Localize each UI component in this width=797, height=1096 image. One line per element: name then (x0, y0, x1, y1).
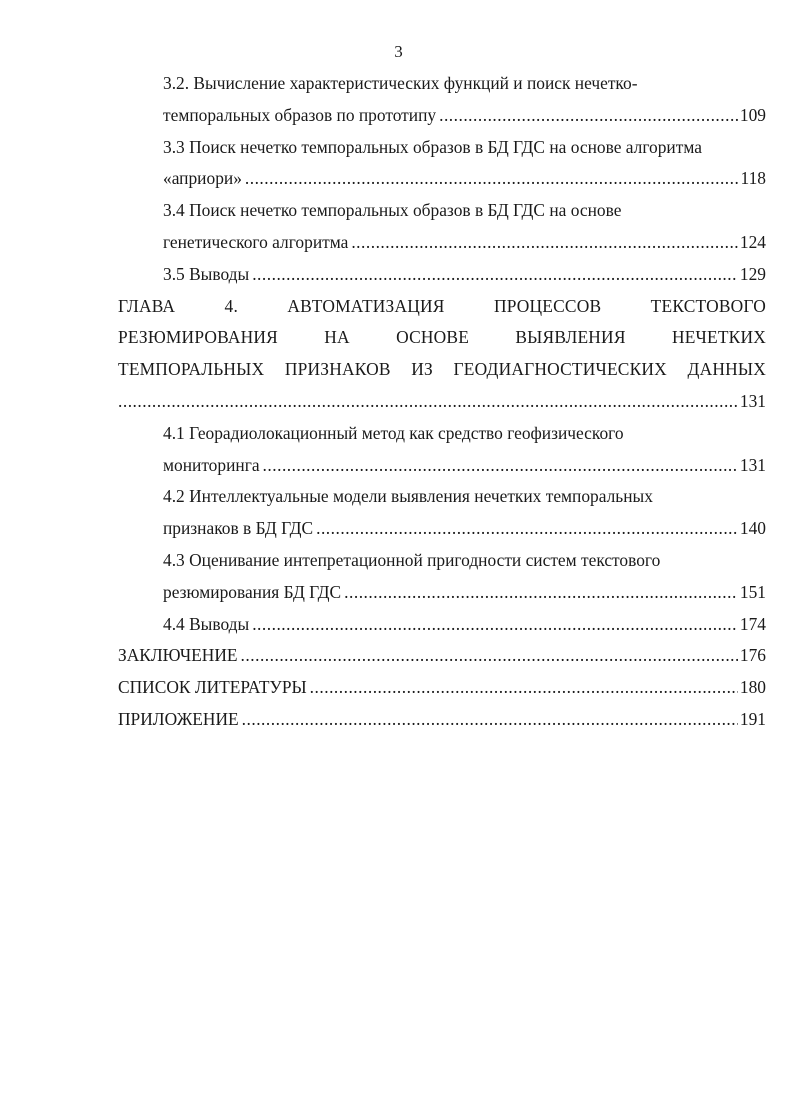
toc-entry-chapter-4[interactable] (118, 386, 766, 418)
toc-entry-title: генетического алгоритма (163, 231, 349, 252)
toc-entry-title: резюмирования БД ГДС (163, 581, 342, 602)
dot-leader (263, 450, 738, 482)
toc-page-number: 180 (739, 677, 766, 698)
chapter-4-heading-line1: ГЛАВА 4. АВТОМАТИЗАЦИЯ ПРОЦЕССОВ ТЕКСТОВОГО (118, 295, 766, 316)
page-number: 3 (394, 42, 403, 61)
toc-entry-title: ЗАКЛЮЧЕНИЕ (118, 645, 238, 666)
dot-leader (241, 640, 738, 672)
dot-leader (118, 386, 738, 418)
toc-page-number: 124 (739, 231, 766, 252)
table-of-contents (118, 68, 766, 736)
toc-entry-3-5[interactable] (118, 259, 766, 291)
toc-entry-title: темпоральных образов по прототипу (163, 104, 437, 125)
toc-entry-4-2[interactable] (118, 513, 766, 545)
toc-page-number: 174 (739, 613, 766, 634)
toc-entry-title: СПИСОК ЛИТЕРАТУРЫ (118, 677, 307, 698)
toc-page-number: 140 (739, 518, 766, 539)
toc-entry-3-4-line1: 3.4 Поиск нечетко темпоральных образов в БД ГДС на основе (163, 200, 622, 221)
toc-entry-title: 4.4 Выводы (163, 613, 250, 634)
dot-leader (351, 227, 738, 259)
toc-entry-3-2-line1: 3.2. Вычисление характеристических функций и поиск нечетко- (163, 73, 638, 93)
dot-leader (316, 513, 738, 545)
dot-leader (310, 672, 738, 704)
toc-page-number: 129 (739, 263, 766, 284)
toc-entry-title: 3.5 Выводы (163, 263, 250, 284)
toc-entry-conclusion[interactable] (118, 640, 766, 672)
chapter-4-heading-line2: РЕЗЮМИРОВАНИЯ НА ОСНОВЕ ВЫЯВЛЕНИЯ НЕЧЕТКИХ (118, 327, 766, 348)
chapter-4-heading-line3: ТЕМПОРАЛЬНЫХ ПРИЗНАКОВ ИЗ ГЕОДИАГНОСТИЧЕСКИХ ДАННЫХ (118, 359, 766, 380)
toc-page-number: 131 (739, 454, 766, 475)
toc-entry-title: «априори» (163, 168, 242, 189)
toc-entry-4-4[interactable] (118, 609, 766, 641)
toc-entry-3-4[interactable] (118, 227, 766, 259)
toc-entry-appendix[interactable] (118, 704, 766, 736)
toc-entry-3-2[interactable] (118, 100, 766, 132)
dot-leader (439, 100, 738, 132)
toc-entry-4-1[interactable] (118, 450, 766, 482)
toc-entry-references[interactable] (118, 672, 766, 704)
toc-entry-title: признаков в БД ГДС (163, 518, 314, 539)
toc-entry-4-3[interactable] (118, 577, 766, 609)
toc-entry-4-1-line1: 4.1 Георадиолокационный метод как средство геофизического (163, 422, 624, 443)
toc-entry-4-2-line1: 4.2 Интеллектуальные модели выявления нечетких темпоральных (163, 486, 653, 507)
toc-page-number: 191 (739, 708, 766, 729)
toc-page-number: 118 (740, 168, 766, 189)
toc-page-number: 109 (739, 104, 766, 125)
toc-page-number: 151 (739, 581, 766, 602)
toc-page-number: 176 (739, 645, 766, 666)
dot-leader (242, 704, 738, 736)
dot-leader (252, 259, 738, 291)
toc-page-number: 131 (739, 390, 766, 411)
toc-entry-title: ПРИЛОЖЕНИЕ (118, 708, 239, 729)
dot-leader (344, 577, 738, 609)
toc-entry-3-3[interactable] (118, 163, 766, 195)
toc-entry-3-3-line1: 3.3 Поиск нечетко темпоральных образов в БД ГДС на основе алгоритма (163, 136, 702, 157)
dot-leader (245, 163, 739, 195)
toc-entry-title: мониторинга (163, 454, 260, 475)
dot-leader (252, 609, 738, 641)
toc-entry-4-3-line1: 4.3 Оценивание интепретационной пригодности систем текстового (163, 549, 661, 570)
